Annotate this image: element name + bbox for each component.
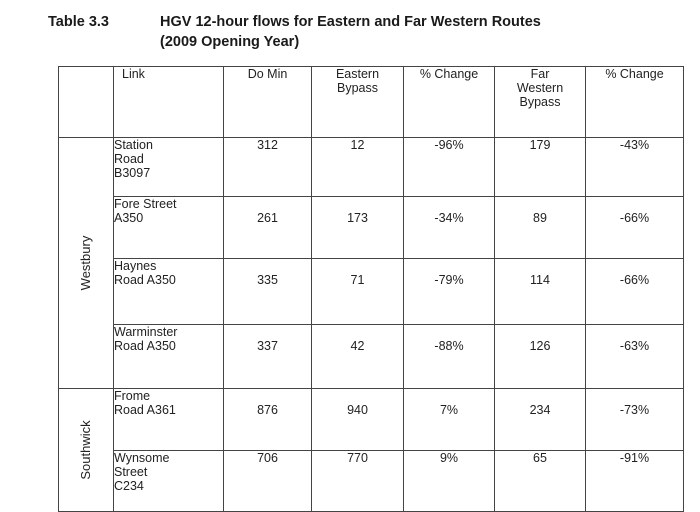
table-row <box>59 197 684 259</box>
header-far-western-bypass: Far Western Bypass <box>495 67 586 138</box>
do-min-cell: 312 <box>224 138 312 197</box>
eastern-bypass-cell: 42 <box>312 325 404 389</box>
far-western-cell: 114 <box>495 259 586 325</box>
group-label-westbury: Westbury <box>78 235 93 291</box>
change-far-western-cell: -66% <box>586 259 684 325</box>
change-eastern-cell: -79% <box>404 259 495 325</box>
table-row <box>59 259 684 325</box>
change-far-western-cell: -91% <box>586 451 684 512</box>
far-western-cell: 65 <box>495 451 586 512</box>
eastern-bypass-cell: 940 <box>312 389 404 451</box>
table-number: Table 3.3 <box>48 14 109 30</box>
header-eastern-bypass: Eastern Bypass <box>312 67 404 138</box>
do-min-cell: 876 <box>224 389 312 451</box>
eastern-bypass-cell: 12 <box>312 138 404 197</box>
eastern-bypass-cell: 71 <box>312 259 404 325</box>
do-min-cell: 337 <box>224 325 312 389</box>
header-do-min: Do Min <box>224 67 312 138</box>
link-cell: Warminster Road A350 <box>114 325 224 389</box>
change-far-western-cell: -73% <box>586 389 684 451</box>
header-link: Link <box>114 67 224 138</box>
change-eastern-cell: -88% <box>404 325 495 389</box>
far-western-cell: 89 <box>495 197 586 259</box>
table-row <box>59 138 684 197</box>
change-eastern-cell: 7% <box>404 389 495 451</box>
link-cell: Haynes Road A350 <box>114 259 224 325</box>
header-change-eastern: % Change <box>404 67 495 138</box>
link-cell: Wynsome Street C234 <box>114 451 224 512</box>
table-title-line-2: (2009 Opening Year) <box>160 34 300 50</box>
far-western-cell: 234 <box>495 389 586 451</box>
table-header-row <box>59 67 684 138</box>
change-eastern-cell: -96% <box>404 138 495 197</box>
far-western-cell: 179 <box>495 138 586 197</box>
do-min-cell: 261 <box>224 197 312 259</box>
link-cell: Frome Road A361 <box>114 389 224 451</box>
change-far-western-cell: -66% <box>586 197 684 259</box>
table-title <box>160 12 541 52</box>
change-eastern-cell: -34% <box>404 197 495 259</box>
hgv-flows-table <box>58 66 684 512</box>
eastern-bypass-cell: 173 <box>312 197 404 259</box>
change-eastern-cell: 9% <box>404 451 495 512</box>
link-cell: Fore Street A350 <box>114 197 224 259</box>
group-label-southwick: Southwick <box>78 420 93 480</box>
table-row <box>59 389 684 451</box>
header-group-cell <box>59 67 114 138</box>
header-change-far-western: % Change <box>586 67 684 138</box>
group-southwick <box>59 389 114 512</box>
change-far-western-cell: -43% <box>586 138 684 197</box>
far-western-cell: 126 <box>495 325 586 389</box>
table-title-line-1: HGV 12-hour flows for Eastern and Far Western Routes <box>160 14 541 30</box>
table-row <box>59 325 684 389</box>
table-row <box>59 451 684 512</box>
do-min-cell: 706 <box>224 451 312 512</box>
group-westbury <box>59 138 114 389</box>
link-cell: Station Road B3097 <box>114 138 224 197</box>
change-far-western-cell: -63% <box>586 325 684 389</box>
do-min-cell: 335 <box>224 259 312 325</box>
eastern-bypass-cell: 770 <box>312 451 404 512</box>
